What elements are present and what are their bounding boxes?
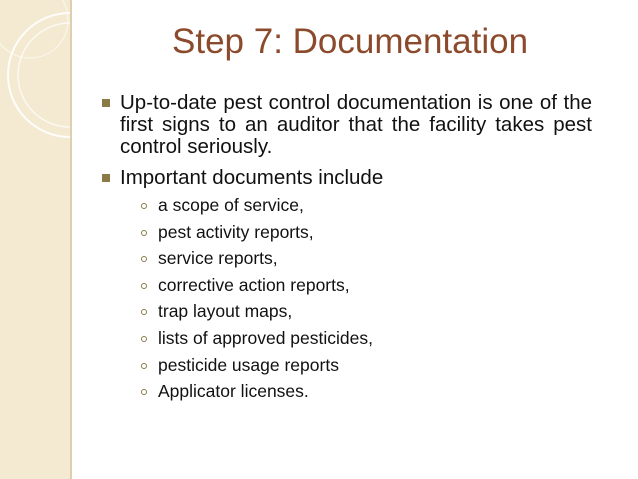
ring-bullet-icon xyxy=(141,256,147,262)
sub-item-text: service reports, xyxy=(158,248,278,269)
sub-item-text: trap layout maps, xyxy=(158,301,293,322)
bullet-item xyxy=(102,167,592,402)
ring-bullet-icon xyxy=(141,363,147,369)
sub-list-item xyxy=(138,195,592,216)
sub-item-text: a scope of service, xyxy=(158,195,304,215)
bullet-text: Important documents include xyxy=(120,166,384,189)
slide-content xyxy=(102,92,592,408)
ring-bullet-icon xyxy=(141,203,147,209)
bullet-text: Up-to-date pest control documentation is one of the first signs to an auditor that the facility takes pest control seriously. xyxy=(120,91,592,158)
sub-item-text: corrective action reports, xyxy=(158,274,350,295)
sidebar-arcs-graphic xyxy=(0,0,70,479)
ring-bullet-icon xyxy=(141,389,147,395)
sub-list-item xyxy=(138,355,592,376)
sub-item-text: Applicator licenses. xyxy=(158,381,309,402)
sub-item-text: pest activity reports, xyxy=(158,221,314,242)
ring-bullet-icon xyxy=(141,336,147,342)
ring-bullet-icon xyxy=(141,309,147,315)
slide-title: Step 7: Documentation xyxy=(172,22,529,61)
sub-list-item xyxy=(138,328,592,349)
sidebar-divider xyxy=(70,0,72,479)
decorative-sidebar xyxy=(0,0,70,479)
ring-bullet-icon xyxy=(141,230,147,236)
ring-bullet-icon xyxy=(141,283,147,289)
sub-list-item xyxy=(138,275,592,296)
sub-list-item xyxy=(138,222,592,243)
square-bullet-icon xyxy=(102,99,110,107)
bullet-item xyxy=(102,92,592,158)
sub-list-item xyxy=(138,301,592,322)
sub-item-text: lists of approved pesticides, xyxy=(158,327,373,348)
sub-list-item xyxy=(138,248,592,269)
sub-item-text: pesticide usage reports xyxy=(158,354,339,375)
sub-list xyxy=(138,195,592,402)
square-bullet-icon xyxy=(102,174,110,182)
sub-list-item xyxy=(138,381,592,402)
